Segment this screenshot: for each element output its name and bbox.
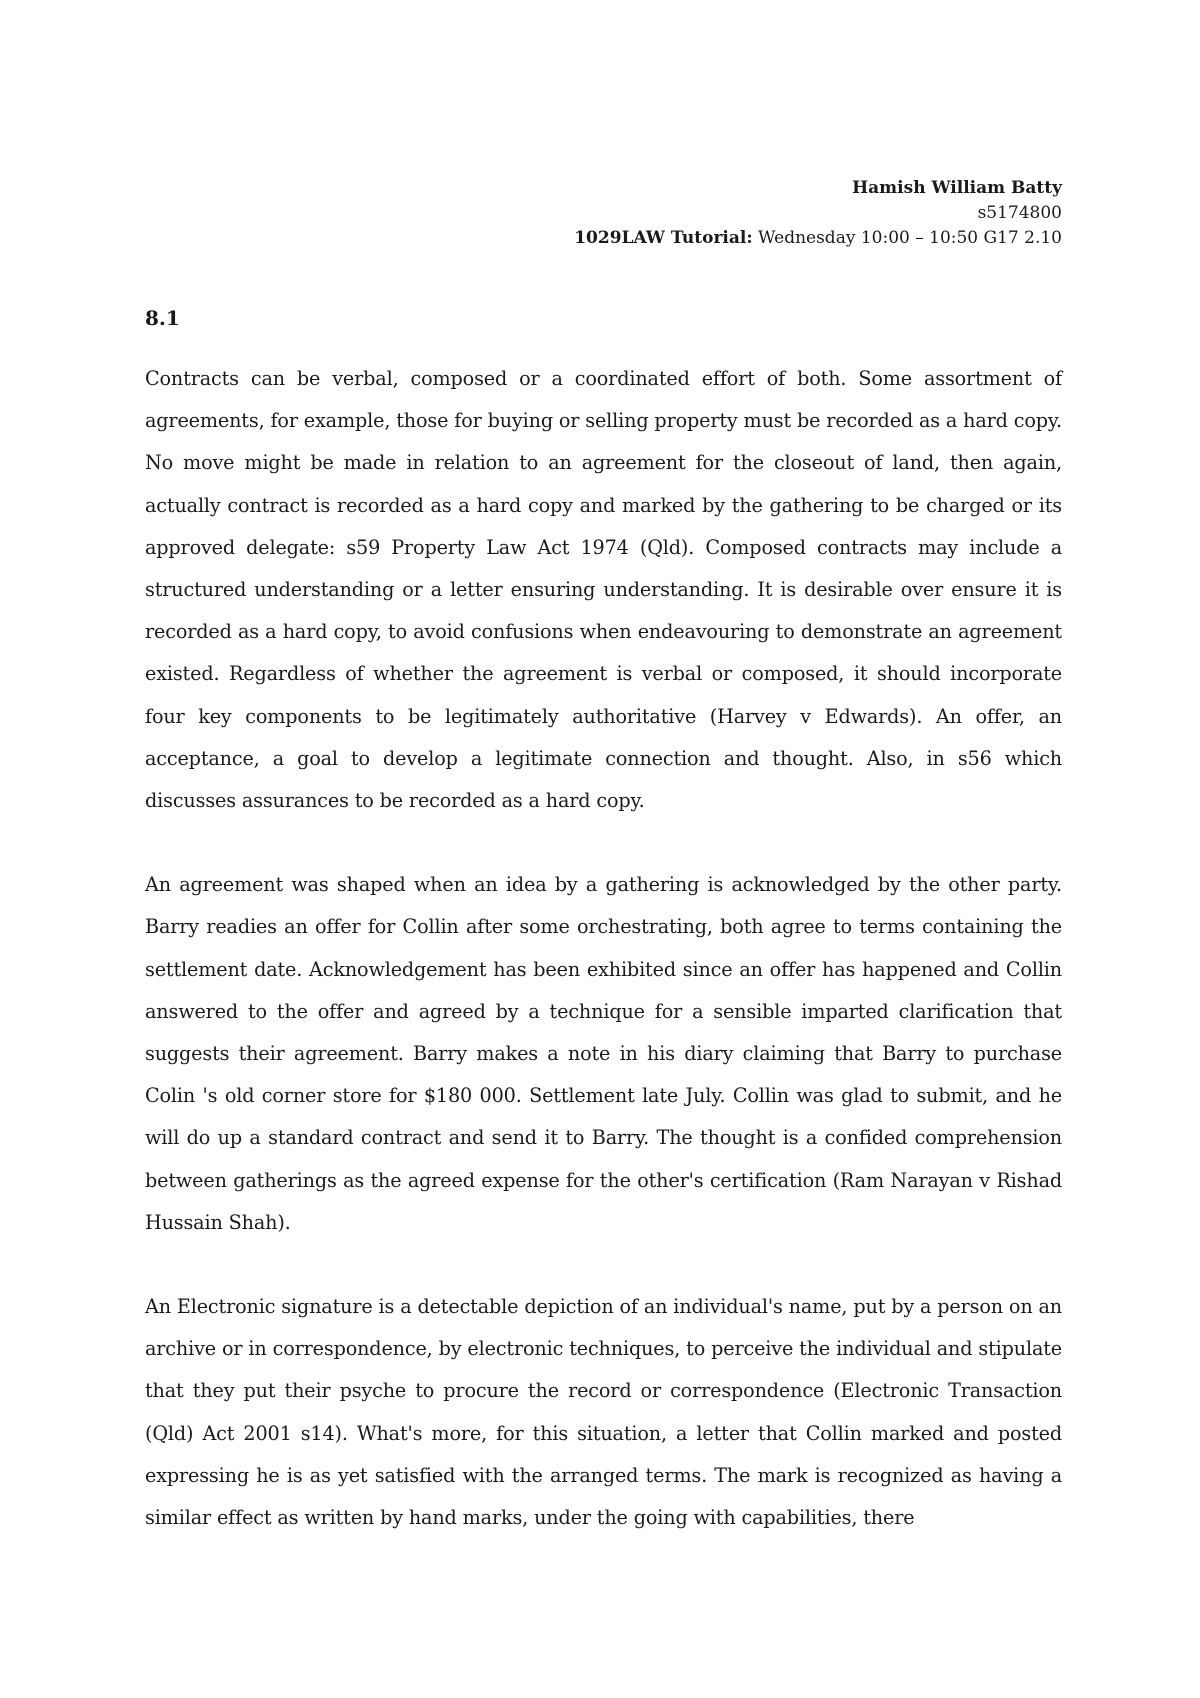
paragraph: An agreement was shaped when an idea by a gathering is acknowledged by the other party. Barry readies an offer for Collin after some orchestrating, both agree to terms containing the settlement date. Acknowledgement has been exhibited since an offer has happened and Collin answered to the offer and agreed by a technique for a sensible imparted clarification that suggests their agreement. Barry makes a note in his diary claiming that Barry to purchase Colin 's old corner store for $180 000. Settlement late July. Collin was glad to submit, and he will do up a standard contract and send it to Barry. The thought is a confided comprehension between gatherings as the agreed expense for the other's certification (Ram Narayan v Rishad Hussain Shah). [145,873,1062,1234]
course-detail: Wednesday 10:00 – 10:50 G17 2.10 [752,228,1062,248]
author-name: Hamish William Batty [852,178,1062,198]
document-header [574,176,1062,251]
paragraph: Contracts can be verbal, composed or a coordinated effort of both. Some assortment of agreements, for example, those for buying or selling property must be recorded as a hard copy. No move might be made in relation to an agreement for the closeout of land, then again, actually contract is recorded as a hard copy and marked by the gathering to be charged or its approved delegate: s59 Property Law Act 1974 (Qld). Composed contracts may include a structured understanding or a letter ensuring understanding. It is desirable over ensure it is recorded as a hard copy, to avoid confusions when endeavouring to demonstrate an agreement existed. Regardless of whether the agreement is verbal or composed, it should incorporate four key components to be legitimately authoritative (Harvey v Edwards). An offer, an acceptance, a goal to develop a legitimate connection and thought. Also, in s56 which discusses assurances to be recorded as a hard copy. [145,367,1062,813]
student-id: s5174800 [977,203,1062,223]
paragraph: An Electronic signature is a detectable depiction of an individual's name, put by a person on an archive or in correspondence, by electronic techniques, to perceive the individual and stipulate that they put their psyche to procure the record or correspondence (Electronic Transaction (Qld) Act 2001 s14). What's more, for this situation, a letter that Collin marked and posted expressing he is as yet satisfied with the arranged terms. The mark is recognized as having a similar effect as written by hand marks, under the going with capabilities, there [145,1295,1062,1530]
course-line [574,226,1062,251]
body-text [145,358,1062,1581]
course-label: 1029LAW Tutorial: [574,228,753,248]
section-heading: 8.1 [145,306,180,330]
